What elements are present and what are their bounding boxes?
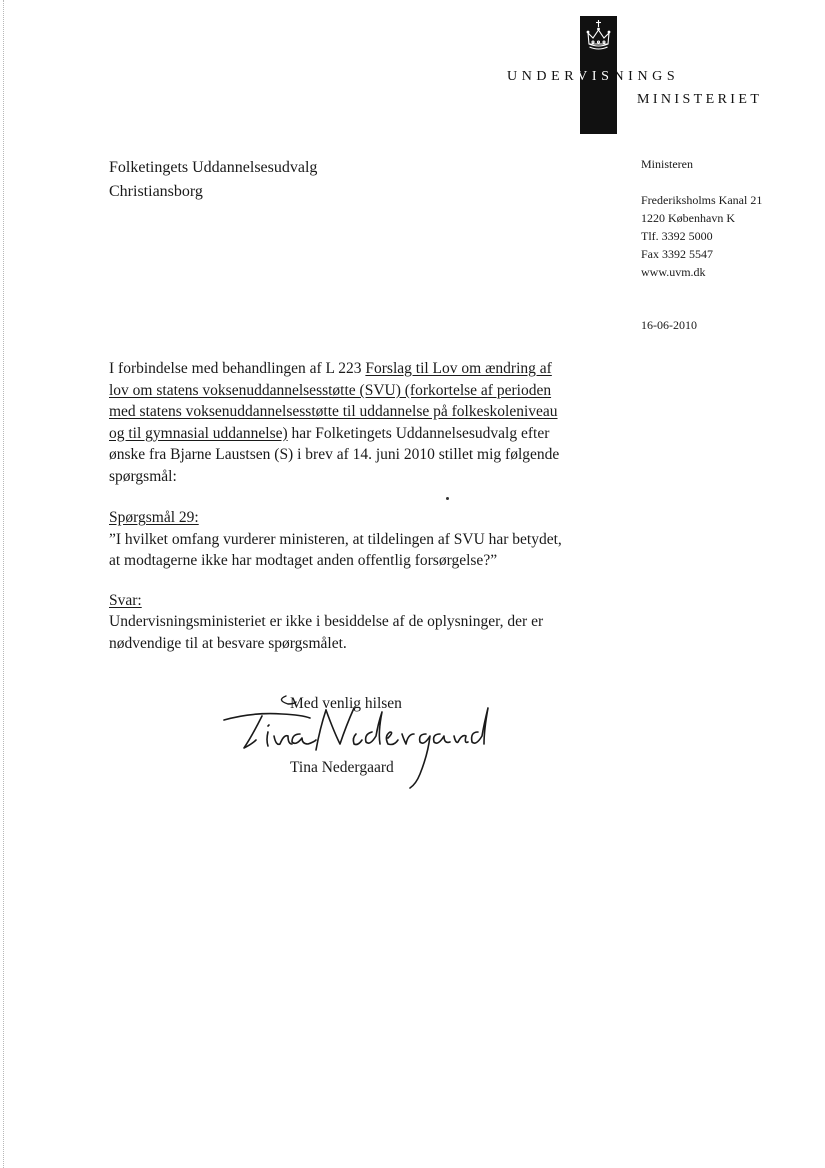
scan-edge-line [3,0,4,1168]
letter-date: 16-06-2010 [641,318,697,332]
logo-text-left: UNDER [507,69,578,84]
sender-role: Ministeren [641,157,693,171]
intro-paragraph [109,358,599,487]
sender-block [641,155,762,281]
signer-name: Tina Nedergaard [290,759,394,776]
intro-text: har Folketingets Uddannelsesudvalg efter [287,424,550,442]
logo-wordmark-line1 [507,66,679,88]
sender-website: www.uvm.dk [641,265,706,279]
logo-wordmark-line2: MINISTERIET [637,92,763,107]
logo-text-right: NINGS [613,69,680,84]
closing-greeting: Med venlig hilsen [290,695,402,712]
answer-line: Undervisningsministeriet er ikke i besiddelse af de oplysninger, der er [109,613,544,630]
recipient-address [109,156,317,204]
bill-title: og til gymnasial uddannelse) [109,424,288,442]
intro-text: spørgsmål: [109,467,177,485]
sender-address-city: 1220 København K [641,211,735,225]
handwritten-signature [222,688,492,794]
question-label: Spørgsmål 29: [109,509,199,526]
sender-fax: Fax 3392 5547 [641,247,713,261]
bill-title: Forslag til Lov om ændring af [365,360,552,377]
crown-crest-icon [584,18,613,54]
question-line: ”I hvilket omfang vurderer ministeren, at tildelingen af SVU har betydet, [109,530,562,548]
letter-body [109,358,599,654]
question-line: at modtagerne ikke har modtaget anden offentlig forsørgelse?” [109,552,498,569]
intro-text: I forbindelse med behandlingen af L 223 [109,360,366,377]
recipient-line: Folketingets Uddannelsesudvalg [109,159,318,176]
sender-address-street: Frederiksholms Kanal 21 [641,193,763,207]
bill-title: med statens voksenuddannelsesstøtte til uddannelse på folkeskoleniveau [109,403,558,420]
scan-speck [446,497,449,500]
question-text [109,529,599,572]
sender-phone: Tlf. 3392 5000 [641,229,713,243]
answer-line: nødvendige til at besvare spørgsmålet. [109,634,347,652]
answer-text [109,611,599,654]
intro-text: ønske fra Bjarne Laustsen (S) i brev af 14. juni 2010 stillet mig følgende [109,446,560,463]
answer-label: Svar: [109,591,142,609]
bill-title: lov om statens voksenuddannelsesstøtte (SVU) (forkortelse af perioden [109,381,552,399]
logo-text-mid: VIS [577,69,614,84]
recipient-line: Christiansborg [109,183,203,200]
